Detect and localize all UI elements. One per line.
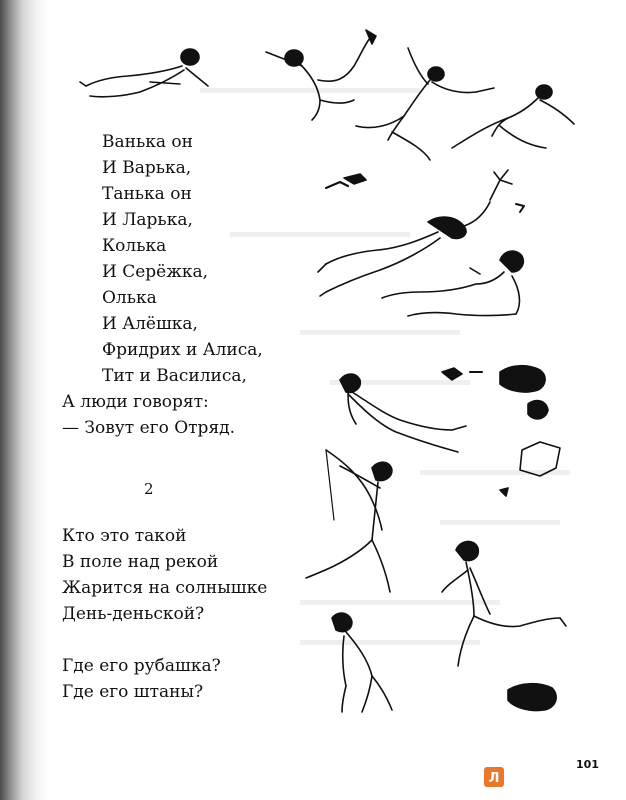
poem-line: Кто это такой: [62, 526, 187, 546]
poem-line: Фридрих и Алиса,: [102, 340, 263, 360]
boy-leaping-icon: [266, 30, 376, 120]
poem-line: Тит и Василиса,: [102, 366, 247, 386]
publisher-logo-text: Л: [488, 771, 500, 786]
clothes-pile-icon: [326, 170, 524, 212]
poem-line: Олька: [102, 288, 157, 308]
poem-line: И Варька,: [102, 158, 192, 178]
poem-line: Жарится на солнышке: [62, 578, 268, 598]
poem-line: Танька он: [102, 184, 192, 204]
boy-bending-icon: [332, 613, 392, 712]
section-number: 2: [144, 480, 154, 498]
clothes-pile-icon: [442, 366, 560, 496]
boy-with-bow-icon: [306, 450, 392, 592]
boys-running-icon: [356, 48, 574, 160]
poem-line: День-деньской?: [62, 604, 205, 624]
poem-line: — Зовут его Отряд.: [62, 418, 236, 438]
poem-line: Колька: [102, 236, 167, 256]
boy-swimming-icon: [318, 202, 490, 296]
page-number: 101: [576, 758, 599, 771]
poem-line: В поле над рекой: [62, 552, 219, 572]
poem-line: И Серёжка,: [102, 262, 209, 282]
publisher-logo-icon: [484, 767, 504, 787]
clothes-pile-icon: [508, 684, 556, 711]
poem-line: И Ларька,: [102, 210, 193, 230]
poem-line: А люди говорят:: [62, 392, 209, 412]
poem-line: Где его штаны?: [62, 682, 204, 702]
poem-line: Где его рубашка?: [62, 656, 221, 676]
poem-line: Ванька он: [102, 132, 193, 152]
poem-line: И Алёшка,: [102, 314, 198, 334]
boy-diving-icon: [340, 374, 466, 452]
boy-lying-icon: [80, 49, 208, 97]
boy-running-icon: [442, 541, 566, 666]
